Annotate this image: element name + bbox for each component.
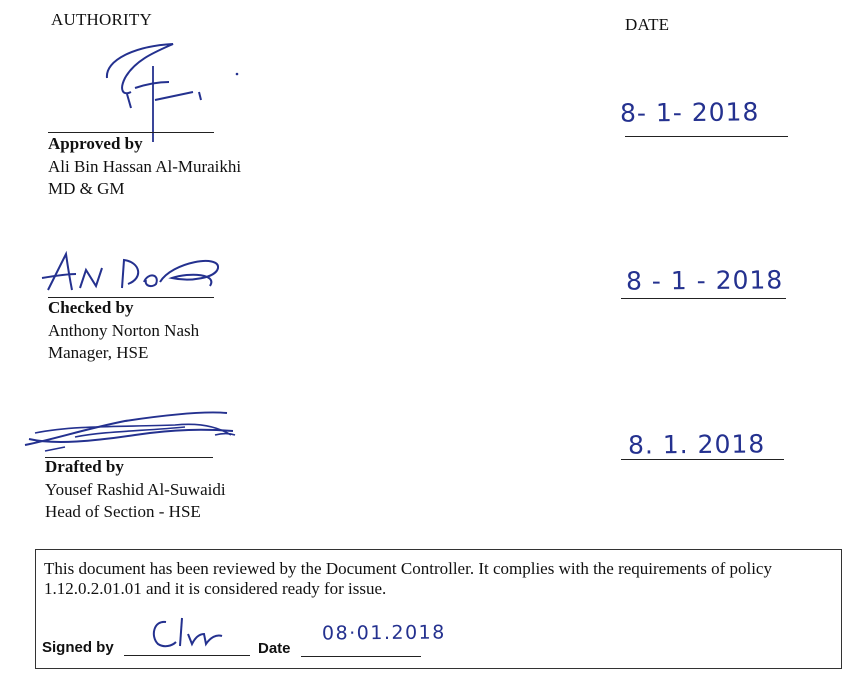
signed-by-line bbox=[124, 655, 250, 656]
approved-by-label: Approved by bbox=[48, 134, 143, 153]
date-header: DATE bbox=[625, 15, 670, 34]
approver-title: MD & GM bbox=[48, 179, 125, 198]
review-date-value: 08·01.2018 bbox=[321, 621, 446, 645]
draft-date: 8. 1. 2018 bbox=[627, 429, 766, 460]
drafter-signature bbox=[15, 405, 245, 460]
controller-signature bbox=[146, 612, 256, 652]
check-date-line bbox=[621, 298, 786, 299]
drafter-title: Head of Section - HSE bbox=[45, 502, 201, 521]
approver-signature bbox=[95, 38, 245, 138]
checked-by-label: Checked by bbox=[48, 298, 134, 317]
checker-title: Manager, HSE bbox=[48, 343, 149, 362]
approver-name: Ali Bin Hassan Al-Muraikhi bbox=[48, 157, 242, 176]
approval-date: 8- 1- 2018 bbox=[619, 97, 760, 128]
document-controller-review-box bbox=[35, 549, 842, 669]
authority-header: AUTHORITY bbox=[51, 10, 152, 29]
drafted-by-label: Drafted by bbox=[45, 457, 124, 476]
check-date: 8 - 1 - 2018 bbox=[625, 265, 784, 296]
drafter-name: Yousef Rashid Al-Suwaidi bbox=[45, 480, 226, 499]
review-date-label: Date bbox=[258, 640, 291, 657]
draft-date-line bbox=[621, 459, 784, 460]
review-date-line bbox=[301, 656, 421, 657]
review-statement: This document has been reviewed by the Document Controller. It complies with the requirements of policy 1.12.0.2.01.01 and it is considered ready for issue. bbox=[44, 559, 772, 598]
signed-by-label: Signed by bbox=[42, 639, 114, 656]
checker-name: Anthony Norton Nash bbox=[48, 321, 200, 340]
approval-date-line bbox=[625, 136, 788, 137]
checker-signature bbox=[40, 248, 230, 298]
approver-signature-line bbox=[48, 132, 214, 133]
